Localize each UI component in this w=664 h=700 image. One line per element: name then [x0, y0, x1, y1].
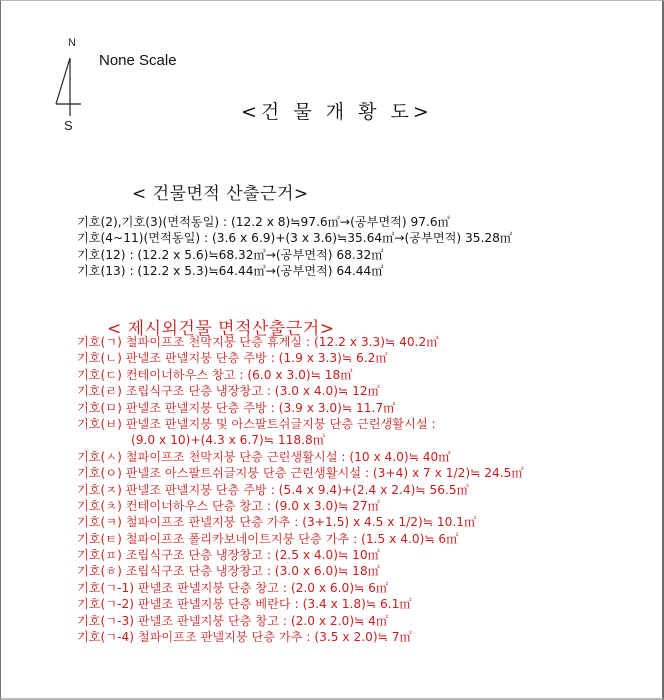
- excluded-area-line: 기호(ㅍ) 조립식구조 단층 냉장창고 : (2.5 x 4.0)≒ 10㎡: [77, 548, 380, 563]
- excluded-area-line: 기호(ㅁ) 판넬조 판넬지붕 단층 주방 : (3.9 x 3.0)≒ 11.7㎡: [77, 400, 396, 415]
- area-basis-line: 기호(12) : (12.2 x 5.6)≒68.32㎡→(공부면적) 68.32㎡: [77, 247, 384, 262]
- excluded-area-line: 기호(ㄴ) 판넬조 판넬지붕 단층 주방 : (1.9 x 3.3)≒ 6.2㎡: [77, 351, 388, 366]
- excluded-area-line: 기호(ㅊ) 컨테이너하우스 단층 창고 : (9.0 x 3.0)≒ 27㎡: [77, 498, 380, 513]
- compass-north-label: N: [68, 37, 76, 49]
- document-title: <건 물 개 황 도>: [241, 101, 433, 123]
- area-basis-line: 기호(4~11)(면적동일) : (3.6 x 6.9)+(3 x 3.6)≒35.64㎡→(공부면적) 35.28㎡: [77, 231, 513, 246]
- excluded-area-line: 기호(ㄱ-1) 판넬조 판넬지붕 단층 창고 : (2.0 x 6.0)≒ 6㎡: [77, 580, 389, 595]
- scale-label: None Scale: [99, 52, 177, 69]
- excluded-area-line: 기호(ㄱ-4) 철파이프조 판넬지붕 단층 가추 : (3.5 x 2.0)≒ 7㎡: [77, 630, 412, 645]
- area-basis-line: 기호(13) : (12.2 x 5.3)≒64.44㎡→(공부면적) 64.44㎡: [77, 264, 384, 279]
- compass-south-label: S: [64, 118, 73, 133]
- north-arrow-icon: [53, 35, 93, 135]
- building-area-basis-list: [77, 214, 512, 280]
- excluded-area-line: 기호(ㅌ) 철파이프조 폴리카보네이트지붕 단층 가추 : (1.5 x 4.0)≒ 6㎡: [77, 531, 459, 546]
- excluded-area-line: 기호(ㅅ) 철파이프조 천막지붕 단층 근린생활시설 : (10 x 4.0)≒ 40㎡: [77, 449, 451, 464]
- excluded-area-line-continuation: (9.0 x 10)+(4.3 x 6.7)≒ 118.8㎡: [131, 433, 325, 448]
- excluded-area-line: 기호(ㅋ) 철파이프조 판넬지붕 단층 가추 : (3+1.5) x 4.5 x 1/2)≒ 10.1㎡: [77, 515, 477, 530]
- area-basis-line: 기호(2),기호(3)(면적동일) : (12.2 x 8)≒97.6㎡→(공부면적) 97.6㎡: [77, 215, 450, 229]
- excluded-area-line: 기호(ㄹ) 조립식구조 단층 냉장창고 : (3.0 x 4.0)≒ 12㎡: [77, 384, 380, 399]
- excluded-area-line: 기호(ㄱ-2) 판넬조 판넬지붕 단층 베란다 : (3.4 x 1.8)≒ 6.1㎡: [77, 597, 412, 612]
- excluded-area-line: 기호(ㅂ) 판넬조 판넬지붕 및 아스팔트쉬글지붕 단층 근린생활시설 :: [77, 416, 436, 431]
- excluded-area-line: 기호(ㅇ) 판넬조 아스팔트쉬글지붕 단층 근린생활시설 : (3+4) x 7 x 1/2)≒ 24.5㎡: [77, 466, 524, 481]
- excluded-building-area-list: [77, 334, 524, 645]
- excluded-building-area-heading: < 제시외건물 면적산출근거>: [107, 319, 335, 339]
- excluded-area-line: 기호(ㅈ) 판넬조 판넬지붕 단층 주방 : (5.4 x 9.4)+(2.4 x 2.4)≒ 56.5㎡: [77, 482, 469, 497]
- building-area-basis-heading: < 건물면적 산출근거>: [132, 184, 309, 204]
- excluded-area-line: 기호(ㅎ) 조립식구조 단층 냉장창고 : (3.0 x 6.0)≒ 18㎡: [77, 564, 380, 579]
- excluded-area-line: 기호(ㄷ) 컨테이너하우스 창고 : (6.0 x 3.0)≒ 18㎡: [77, 367, 353, 382]
- excluded-area-line: 기호(ㄱ) 철파이프조 천막지붕 단층 휴게실 : (12.2 x 3.3)≒ 40.2㎡: [77, 335, 439, 349]
- excluded-area-line: 기호(ㄱ-3) 판넬조 판넬지붕 단층 창고 : (2.0 x 2.0)≒ 4㎡: [77, 613, 389, 628]
